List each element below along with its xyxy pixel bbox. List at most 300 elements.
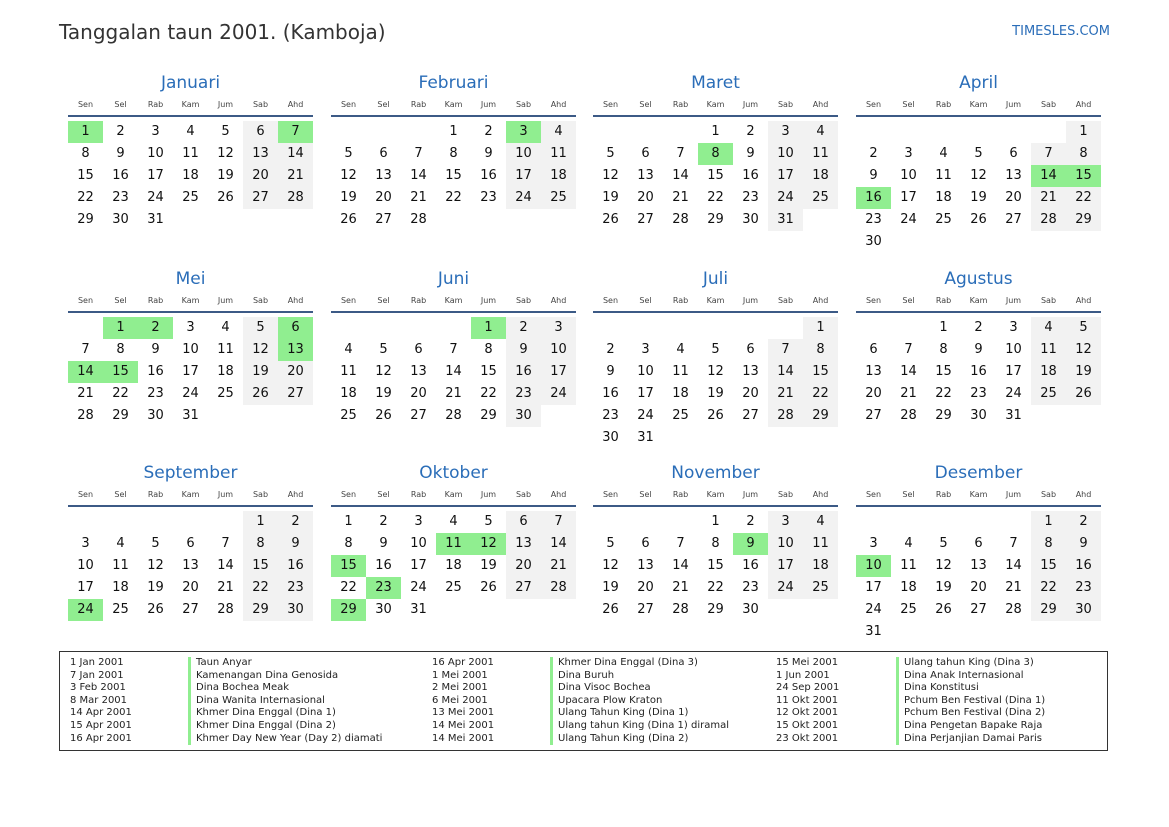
weekday-header: Jum: [217, 296, 234, 305]
header-rule: [856, 505, 1101, 507]
day-cell: 11: [803, 143, 838, 165]
day-cell: 30: [602, 430, 619, 445]
weekday-header: Sen: [602, 296, 619, 305]
day-cell: 17: [541, 361, 576, 383]
weekday-header: Sen: [340, 490, 357, 499]
month-maret: [593, 73, 838, 227]
day-cell: 6: [974, 536, 983, 551]
weekday-header: Sel: [114, 490, 127, 499]
month-juli: [593, 269, 838, 445]
legend-holiday-name: Upacara Plow Kraton: [550, 695, 729, 708]
day-cell: 27: [637, 212, 654, 227]
legend-date: 7 Jan 2001: [70, 669, 124, 681]
day-cell: 13: [970, 558, 987, 573]
day-cell: 3: [869, 536, 878, 551]
legend-dates: [432, 657, 494, 745]
day-cell: 21: [768, 383, 803, 405]
weekday-header: Ahd: [550, 296, 567, 305]
day-cell: 6: [414, 342, 423, 357]
month-name: November: [671, 463, 760, 483]
legend-date: 23 Okt 2001: [776, 732, 839, 744]
day-cell: 7: [676, 536, 685, 551]
day-cell: 16: [970, 364, 987, 379]
day-cell: 2: [746, 124, 755, 139]
weekday-header: Sab: [515, 100, 532, 109]
day-cell: 28: [768, 405, 803, 427]
day-cell: 31: [410, 602, 427, 617]
weekday-header: Sab: [252, 490, 269, 499]
day-cell: 15: [77, 168, 94, 183]
day-cell: 29: [480, 408, 497, 423]
legend-holiday-name: Dina Pengetan Bapake Raja: [896, 720, 1045, 733]
month-juni: [331, 269, 576, 423]
day-cell: 13: [742, 364, 759, 379]
day-cell: 1: [711, 514, 720, 529]
day-cell: 25: [672, 408, 689, 423]
legend-holiday-name: Khmer Dina Enggal (Dina 1): [188, 707, 382, 720]
day-cell: 1: [803, 317, 838, 339]
weekday-header: Sen: [77, 490, 94, 499]
day-cell: 13: [243, 143, 278, 165]
day-cell: 20: [410, 386, 427, 401]
month-agustus: [856, 269, 1101, 423]
weekday-header: Rab: [147, 490, 164, 499]
day-cell: 10: [77, 558, 94, 573]
day-cell: 28: [541, 577, 576, 599]
legend-holiday-name: Dina Anak Internasional: [896, 670, 1045, 683]
day-cell: 20: [506, 555, 541, 577]
legend-holiday-name: Taun Anyar: [188, 657, 382, 670]
weekday-header: Kam: [181, 100, 200, 109]
weekday-header: Ahd: [287, 100, 304, 109]
header-rule: [331, 505, 576, 507]
day-cell: 19: [602, 580, 619, 595]
day-cell: 9: [1066, 533, 1101, 555]
holiday-legend: [59, 651, 1108, 751]
day-cell: 13: [865, 364, 882, 379]
day-cell: 26: [935, 602, 952, 617]
day-cell: 18: [340, 386, 357, 401]
day-cell: 7: [904, 342, 913, 357]
legend-holiday-name: Dina Konstitusi: [896, 682, 1045, 695]
day-cell: 25: [900, 602, 917, 617]
day-cell: 6: [1009, 146, 1018, 161]
day-cell: 19: [970, 190, 987, 205]
legend-dates: [776, 657, 839, 745]
legend-date: 14 Mei 2001: [432, 719, 495, 731]
day-cell: 18: [803, 165, 838, 187]
day-cell: 10: [900, 168, 917, 183]
day-cell: 10: [541, 339, 576, 361]
month-mei: [68, 269, 313, 423]
day-cell: 3: [186, 320, 195, 335]
month-februari: [331, 73, 576, 227]
day-cell: 14: [217, 558, 234, 573]
day-cell: 10: [410, 536, 427, 551]
day-cell: 15: [103, 361, 138, 383]
weekday-header: Kam: [706, 490, 725, 499]
day-cell: 4: [939, 146, 948, 161]
day-cell: 22: [1066, 187, 1101, 209]
day-cell: 29: [707, 212, 724, 227]
legend-holiday-name: Dina Perjanjian Damai Paris: [896, 733, 1045, 746]
day-cell: 23: [147, 386, 164, 401]
day-cell: 22: [243, 577, 278, 599]
day-cell: 9: [733, 533, 768, 555]
day-cell: 29: [77, 212, 94, 227]
day-cell: 3: [151, 124, 160, 139]
weekday-header: Kam: [706, 100, 725, 109]
header-rule: [68, 311, 313, 313]
weekday-header: Sel: [902, 296, 915, 305]
day-cell: 18: [900, 580, 917, 595]
day-cell: 26: [340, 212, 357, 227]
day-cell: 19: [340, 190, 357, 205]
legend-holiday-name: Ulang tahun King (Dina 3): [896, 657, 1045, 670]
legend-holiday-name: Pchum Ben Festival (Dina 2): [896, 707, 1045, 720]
day-cell: 11: [935, 168, 952, 183]
weekday-header: Ahd: [287, 490, 304, 499]
day-cell: 20: [637, 190, 654, 205]
day-cell: 4: [803, 511, 838, 533]
day-cell: 3: [1009, 320, 1018, 335]
weekday-header: Jum: [1005, 490, 1022, 499]
day-cell: 9: [379, 536, 388, 551]
day-cell: 2: [974, 320, 983, 335]
weekday-header: Sel: [639, 100, 652, 109]
day-cell: 28: [1031, 209, 1066, 231]
legend-holiday-name: Ulang Tahun King (Dina 2): [550, 733, 729, 746]
legend-date: 6 Mei 2001: [432, 694, 488, 706]
day-cell: 23: [278, 577, 313, 599]
day-cell: 21: [278, 165, 313, 187]
day-cell: 13: [506, 533, 541, 555]
day-cell: 24: [768, 187, 803, 209]
header-rule: [593, 115, 838, 117]
day-cell: 3: [768, 511, 803, 533]
day-cell: 11: [672, 364, 689, 379]
day-cell: 19: [217, 168, 234, 183]
legend-holiday-name: Kamenangan Dina Genosida: [188, 670, 382, 683]
day-cell: 6: [278, 317, 313, 339]
day-cell: 6: [746, 342, 755, 357]
day-cell: 20: [1005, 190, 1022, 205]
day-cell: 9: [606, 364, 615, 379]
month-name: Desember: [934, 463, 1023, 483]
day-cell: 12: [147, 558, 164, 573]
day-cell: 19: [375, 386, 392, 401]
day-cell: 24: [68, 599, 103, 621]
weekday-header: Ahd: [1075, 296, 1092, 305]
day-cell: 27: [182, 602, 199, 617]
day-cell: 22: [77, 190, 94, 205]
day-cell: 2: [278, 511, 313, 533]
weekday-header: Sen: [602, 100, 619, 109]
day-cell: 24: [506, 187, 541, 209]
weekday-header: Ahd: [550, 100, 567, 109]
day-cell: 14: [68, 361, 103, 383]
weekday-header: Sen: [865, 490, 882, 499]
day-cell: 3: [904, 146, 913, 161]
day-cell: 28: [217, 602, 234, 617]
day-cell: 15: [1031, 555, 1066, 577]
legend-date: 2 Mei 2001: [432, 682, 488, 694]
page-title: Tanggalan taun 2001. (Kamboja): [59, 20, 386, 44]
day-cell: 25: [445, 580, 462, 595]
day-cell: 14: [900, 364, 917, 379]
day-cell: 13: [410, 364, 427, 379]
day-cell: 14: [445, 364, 462, 379]
weekday-header: Kam: [444, 490, 463, 499]
day-cell: 30: [742, 212, 759, 227]
day-cell: 2: [116, 124, 125, 139]
day-cell: 16: [480, 168, 497, 183]
day-cell: 26: [217, 190, 234, 205]
day-cell: 20: [742, 386, 759, 401]
header-rule: [331, 311, 576, 313]
day-cell: 2: [746, 514, 755, 529]
day-cell: 27: [970, 602, 987, 617]
header-rule: [68, 505, 313, 507]
day-cell: 9: [484, 146, 493, 161]
day-cell: 8: [344, 536, 353, 551]
weekday-header: Sel: [377, 490, 390, 499]
day-cell: 23: [742, 580, 759, 595]
day-cell: 27: [410, 408, 427, 423]
day-cell: 31: [1005, 408, 1022, 423]
day-cell: 10: [147, 146, 164, 161]
day-cell: 21: [1005, 580, 1022, 595]
day-cell: 25: [1031, 383, 1066, 405]
day-cell: 12: [1066, 339, 1101, 361]
day-cell: 11: [436, 533, 471, 555]
legend-dates: [70, 657, 132, 745]
day-cell: 30: [970, 408, 987, 423]
day-cell: 30: [375, 602, 392, 617]
weekday-header: Sen: [340, 100, 357, 109]
month-name: Agustus: [944, 269, 1013, 289]
weekday-header: Rab: [410, 296, 427, 305]
day-cell: 2: [138, 317, 173, 339]
day-cell: 21: [217, 580, 234, 595]
day-cell: 28: [445, 408, 462, 423]
day-cell: 13: [375, 168, 392, 183]
day-cell: 14: [1031, 165, 1066, 187]
day-cell: 19: [147, 580, 164, 595]
weekday-header: Sab: [515, 296, 532, 305]
weekday-header: Sel: [114, 296, 127, 305]
day-cell: 20: [637, 580, 654, 595]
day-cell: 7: [414, 146, 423, 161]
weekday-header: Ahd: [1075, 100, 1092, 109]
day-cell: 23: [112, 190, 129, 205]
day-cell: 11: [112, 558, 129, 573]
month-januari: [68, 73, 313, 227]
day-cell: 26: [375, 408, 392, 423]
day-cell: 27: [865, 408, 882, 423]
day-cell: 5: [344, 146, 353, 161]
day-cell: 27: [375, 212, 392, 227]
weekday-header: Kam: [969, 490, 988, 499]
day-cell: 1: [243, 511, 278, 533]
legend-date: 15 Okt 2001: [776, 719, 839, 731]
legend-date: 16 Apr 2001: [432, 657, 494, 668]
day-cell: 18: [217, 364, 234, 379]
header-rule: [856, 115, 1101, 117]
weekday-header: Rab: [147, 100, 164, 109]
legend-date: 12 Okt 2001: [776, 707, 839, 719]
day-cell: 9: [974, 342, 983, 357]
day-cell: 20: [970, 580, 987, 595]
day-cell: 14: [541, 533, 576, 555]
day-cell: 4: [1031, 317, 1066, 339]
day-cell: 16: [147, 364, 164, 379]
day-cell: 27: [243, 187, 278, 209]
weekday-header: Sab: [1040, 490, 1057, 499]
weekday-header: Sab: [252, 100, 269, 109]
day-cell: 14: [278, 143, 313, 165]
weekday-header: Rab: [672, 296, 689, 305]
day-cell: 28: [900, 408, 917, 423]
day-cell: 1: [939, 320, 948, 335]
weekday-header: Kam: [444, 100, 463, 109]
day-cell: 7: [768, 339, 803, 361]
day-cell: 14: [1005, 558, 1022, 573]
day-cell: 9: [746, 146, 755, 161]
day-cell: 5: [243, 317, 278, 339]
day-cell: 8: [939, 342, 948, 357]
day-cell: 16: [375, 558, 392, 573]
day-cell: 29: [243, 599, 278, 621]
day-cell: 22: [935, 386, 952, 401]
day-cell: 15: [480, 364, 497, 379]
day-cell: 4: [904, 536, 913, 551]
legend-holiday-name: Dina Visoc Bochea: [550, 682, 729, 695]
day-cell: 10: [1005, 342, 1022, 357]
day-cell: 20: [243, 165, 278, 187]
day-cell: 6: [641, 146, 650, 161]
weekday-header: Rab: [410, 490, 427, 499]
day-cell: 23: [970, 386, 987, 401]
day-cell: 22: [340, 580, 357, 595]
weekday-header: Jum: [1005, 296, 1022, 305]
day-cell: 19: [480, 558, 497, 573]
day-cell: 29: [331, 599, 366, 621]
day-cell: 24: [637, 408, 654, 423]
legend-date: 15 Mei 2001: [776, 657, 839, 668]
day-cell: 25: [935, 212, 952, 227]
day-cell: 5: [939, 536, 948, 551]
day-cell: 31: [147, 212, 164, 227]
day-cell: 26: [480, 580, 497, 595]
day-cell: 1: [1031, 511, 1066, 533]
day-cell: 15: [1066, 165, 1101, 187]
day-cell: 15: [331, 555, 366, 577]
weekday-header: Jum: [1005, 100, 1022, 109]
day-cell: 18: [672, 386, 689, 401]
month-september: [68, 463, 313, 617]
day-cell: 25: [112, 602, 129, 617]
day-cell: 1: [449, 124, 458, 139]
day-cell: 19: [243, 361, 278, 383]
day-cell: 17: [865, 580, 882, 595]
day-cell: 13: [278, 339, 313, 361]
month-name: Juni: [437, 269, 470, 289]
weekday-header: Ahd: [550, 490, 567, 499]
day-cell: 23: [480, 190, 497, 205]
day-cell: 30: [147, 408, 164, 423]
day-cell: 5: [484, 514, 493, 529]
day-cell: 5: [151, 536, 160, 551]
weekday-header: Kam: [969, 100, 988, 109]
legend-names: [896, 657, 1045, 745]
day-cell: 13: [637, 168, 654, 183]
day-cell: 10: [768, 533, 803, 555]
day-cell: 2: [606, 342, 615, 357]
day-cell: 28: [672, 212, 689, 227]
day-cell: 12: [375, 364, 392, 379]
weekday-header: Kam: [181, 296, 200, 305]
day-cell: 11: [340, 364, 357, 379]
day-cell: 28: [77, 408, 94, 423]
day-cell: 12: [602, 558, 619, 573]
day-cell: 9: [278, 533, 313, 555]
day-cell: 7: [1009, 536, 1018, 551]
weekday-header: Jum: [217, 490, 234, 499]
day-cell: 4: [116, 536, 125, 551]
day-cell: 15: [707, 168, 724, 183]
day-cell: 22: [707, 190, 724, 205]
day-cell: 23: [602, 408, 619, 423]
day-cell: 29: [707, 602, 724, 617]
day-cell: 20: [278, 361, 313, 383]
day-cell: 23: [366, 577, 401, 599]
legend-date: 15 Apr 2001: [70, 719, 132, 731]
day-cell: 18: [182, 168, 199, 183]
day-cell: 17: [900, 190, 917, 205]
day-cell: 15: [707, 558, 724, 573]
day-cell: 16: [1066, 555, 1101, 577]
day-cell: 23: [1066, 577, 1101, 599]
weekday-header: Sel: [377, 296, 390, 305]
weekday-header: Sen: [340, 296, 357, 305]
day-cell: 7: [541, 511, 576, 533]
day-cell: 24: [410, 580, 427, 595]
weekday-header: Sab: [515, 490, 532, 499]
day-cell: 25: [182, 190, 199, 205]
month-desember: [856, 463, 1101, 639]
weekday-header: Ahd: [812, 490, 829, 499]
day-cell: 2: [506, 317, 541, 339]
day-cell: 8: [1066, 143, 1101, 165]
header-rule: [68, 115, 313, 117]
legend-names: [188, 657, 382, 745]
weekday-header: Rab: [672, 490, 689, 499]
day-cell: 27: [742, 408, 759, 423]
day-cell: 30: [1066, 599, 1101, 621]
day-cell: 6: [379, 146, 388, 161]
day-cell: 17: [637, 386, 654, 401]
month-november: [593, 463, 838, 617]
day-cell: 11: [217, 342, 234, 357]
legend-names: [550, 657, 729, 745]
day-cell: 5: [606, 536, 615, 551]
day-cell: 27: [1005, 212, 1022, 227]
day-cell: 29: [935, 408, 952, 423]
site-link[interactable]: TIMESLES.COM: [1012, 24, 1110, 39]
weekday-header: Rab: [410, 100, 427, 109]
legend-holiday-name: Dina Wanita Internasional: [188, 695, 382, 708]
